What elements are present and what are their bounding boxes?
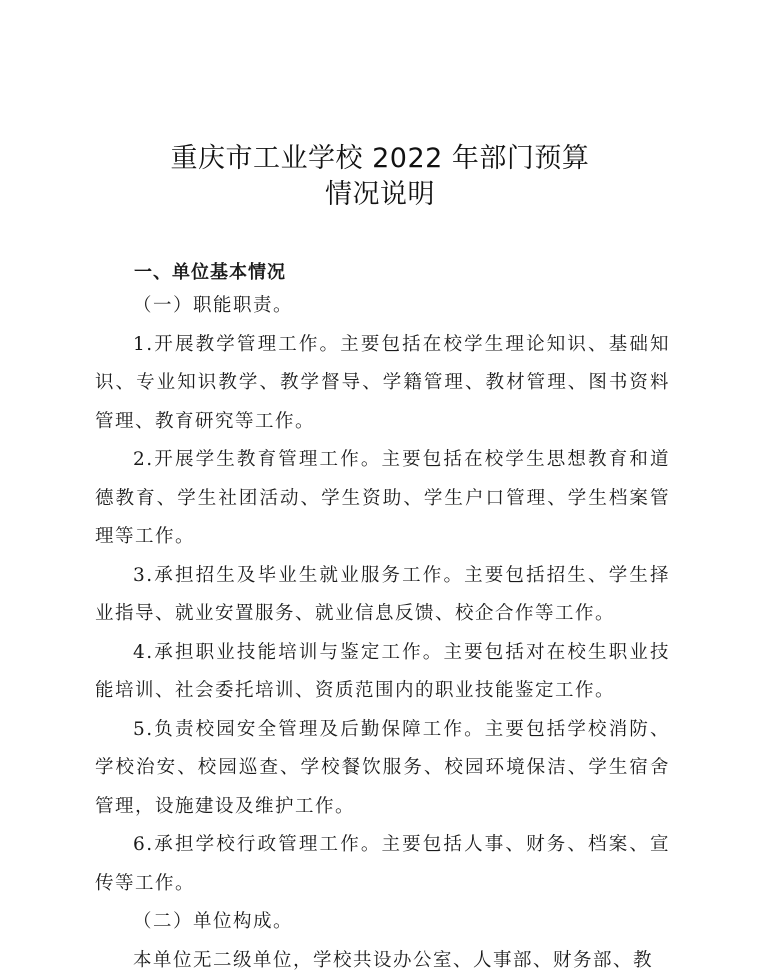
duty-item-5: 5.负责校园安全管理及后勤保障工作。主要包括学校消防、学校治安、校园巡查、学校餐饮服务、校园环境保洁、学生宿舍管理，设施建设及维护工作。 xyxy=(95,711,670,827)
document-title-line1: 重庆市工业学校 2022 年部门预算 xyxy=(0,136,760,175)
document-body xyxy=(95,287,670,980)
duty-item-3: 3.承担招生及毕业生就业服务工作。主要包括招生、学生择业指导、就业安置服务、就业信息反馈、校企合作等工作。 xyxy=(95,557,670,634)
duty-item-2: 2.开展学生教育管理工作。主要包括在校学生思想教育和道德教育、学生社团活动、学生资助、学生户口管理、学生档案管理等工作。 xyxy=(95,441,670,557)
duty-item-1: 1.开展教学管理工作。主要包括在校学生理论知识、基础知识、专业知识教学、教学督导、学籍管理、教材管理、图书资料管理、教育研究等工作。 xyxy=(95,326,670,442)
structure-paragraph: 本单位无二级单位，学校共设办公室、人事部、财务部、教 xyxy=(95,942,670,980)
subsection-heading-duties: （一）职能职责。 xyxy=(95,287,670,326)
section-heading-basic-info: 一、单位基本情况 xyxy=(134,258,286,284)
duty-item-6: 6.承担学校行政管理工作。主要包括人事、财务、档案、宣传等工作。 xyxy=(95,826,670,903)
duty-item-4: 4.承担职业技能培训与鉴定工作。主要包括对在校生职业技能培训、社会委托培训、资质范围内的职业技能鉴定工作。 xyxy=(95,634,670,711)
document-title-line2: 情况说明 xyxy=(0,172,760,211)
subsection-heading-structure: （二）单位构成。 xyxy=(95,903,670,942)
